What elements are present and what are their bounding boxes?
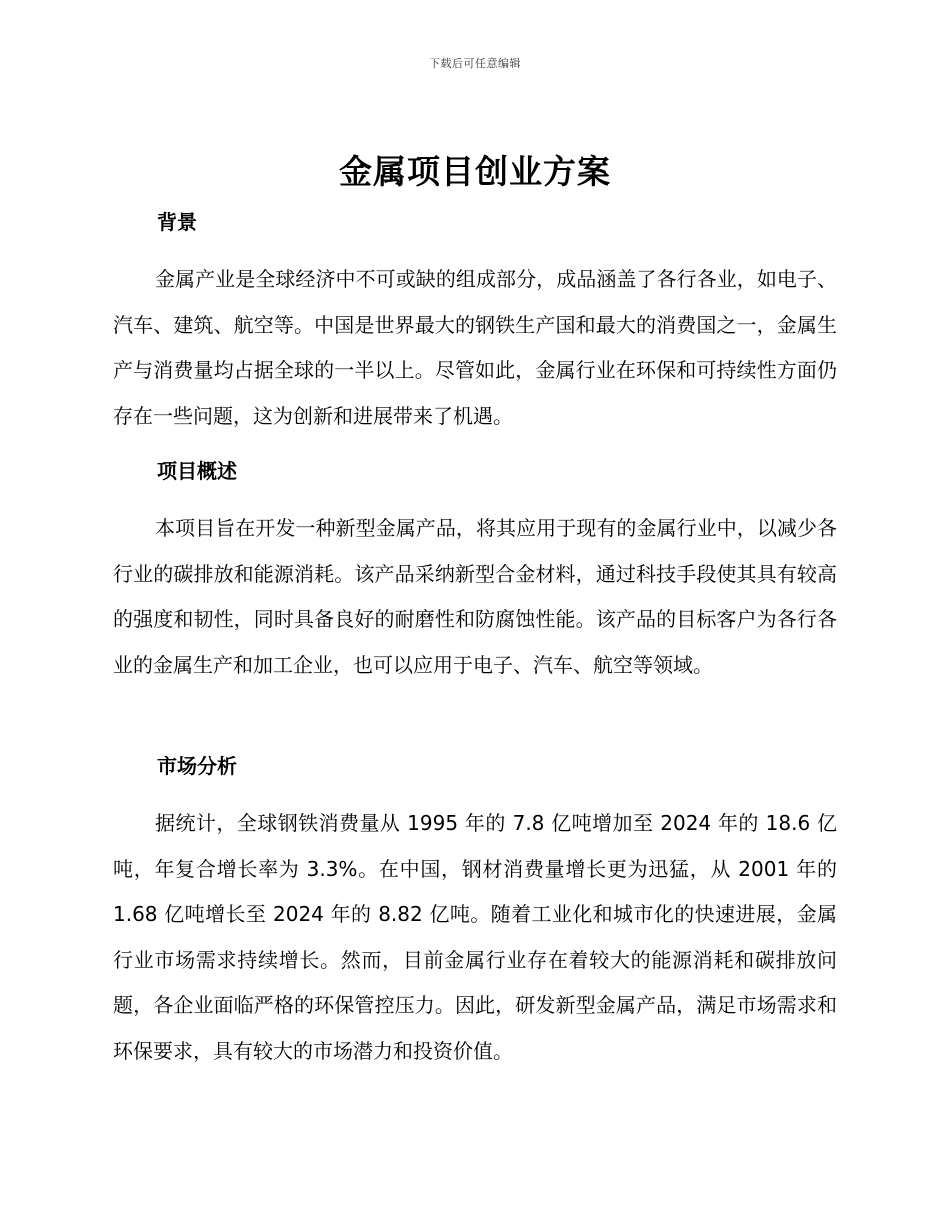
section-body-overview: 本项目旨在开发一种新型金属产品，将其应用于现有的金属行业中，以减少各行业的碳排放和能源消耗。该产品采纳新型合金材料，通过科技手段使其具有较高的强度和韧性，同时具备良好的耐磨性和防腐蚀性能。该产品的目标客户为各行各业的金属生产和加工企业，也可以应用于电子、汽车、航空等领域。 [113, 516, 837, 677]
section-heading-background: 背景 [157, 210, 197, 234]
document-title: 金属项目创业方案 [339, 152, 611, 191]
section-heading-overview: 项目概述 [157, 459, 237, 483]
section-heading-market-analysis: 市场分析 [157, 754, 237, 778]
section-body-market-analysis: 据统计，全球钢铁消费量从 1995 年的 7.8 亿吨增加至 2024 年的 18.6 亿吨，年复合增长率为 3.3%。在中国，钢材消费量增长更为迅猛，从 2001 年的 1.68 亿吨增长至 2024 年的 8.82 亿吨。随着工业化和城市化的快速进展，金属行业市场需求持续增长。然而，目前金属行业存在着较大的能源消耗和碳排放问题，各企业面临严格的环保管控压力。因此，研发新型金属产品，满足市场需求和环保要求，具有较大的市场潜力和投资价值。 [113, 811, 837, 1063]
section-body-background: 金属产业是全球经济中不可或缺的组成部分，成品涵盖了各行各业，如电子、汽车、建筑、航空等。中国是世界最大的钢铁生产国和最大的消费国之一，金属生产与消费量均占据全球的一半以上。尽管如此，金属行业在环保和可持续性方面仍存在一些问题，这为创新和进展带来了机遇。 [113, 267, 837, 428]
header-note: 下载后可任意编辑 [429, 57, 521, 70]
